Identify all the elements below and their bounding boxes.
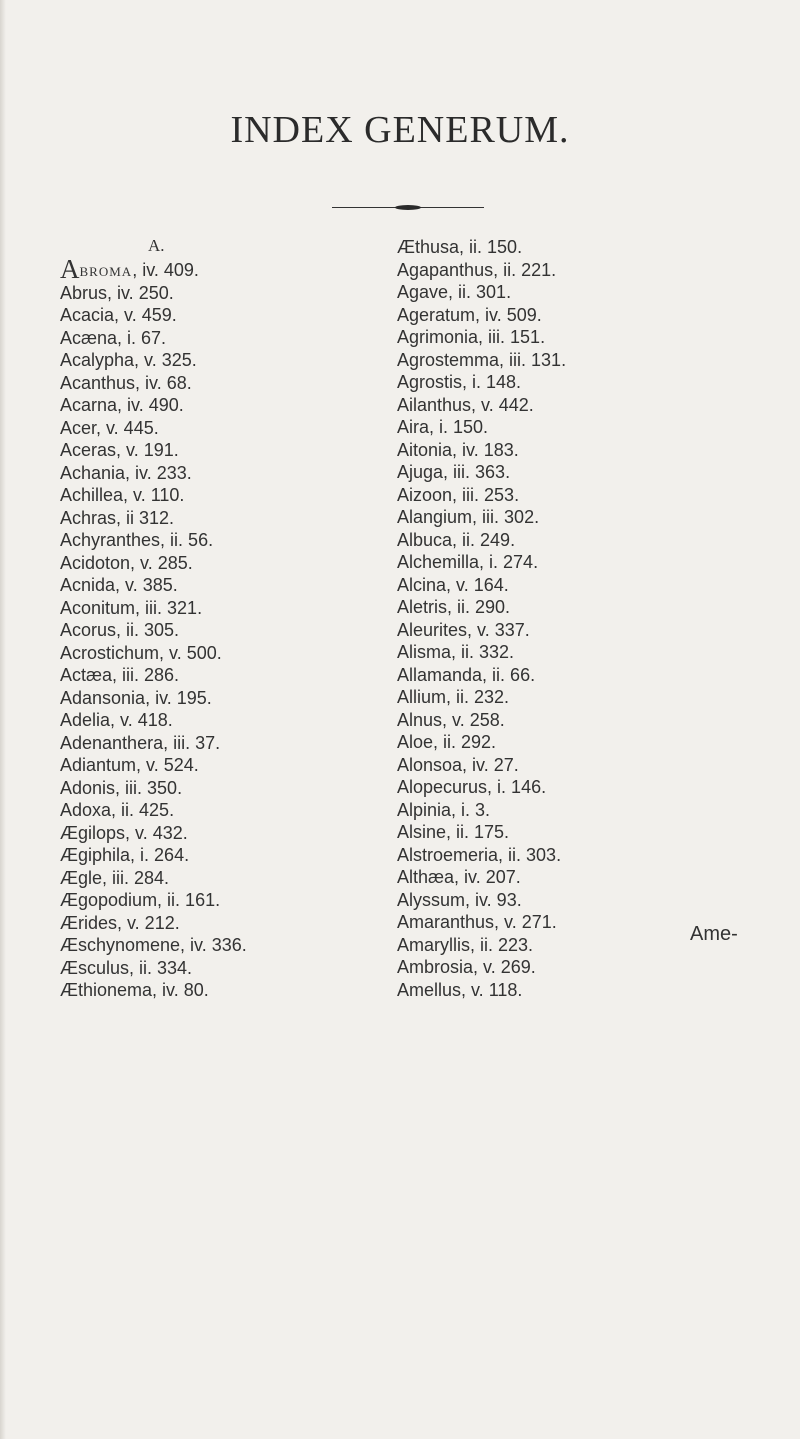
index-entry: Ægle, iii. 284.	[60, 867, 170, 888]
index-entry: Agrimonia, iii. 151.	[397, 327, 546, 347]
index-entry: Adansonia, iv. 195.	[60, 687, 212, 708]
index-entry: Acæna, i. 67.	[60, 327, 167, 348]
index-entry: Ægopodium, ii. 161.	[60, 890, 221, 910]
index-entry: Alopecurus, i. 146.	[397, 777, 547, 797]
index-entry: Agave, ii. 301.	[397, 282, 512, 302]
index-entry: Ambrosia, v. 269.	[397, 957, 536, 977]
index-entry: Æthusa, ii. 150.	[397, 237, 523, 257]
index-entry: Æthionema, iv. 80.	[60, 980, 209, 1000]
drop-initial: A	[60, 254, 80, 284]
index-entry: Acer, v. 445.	[60, 417, 159, 438]
index-entry: Actæa, iii. 286.	[60, 665, 180, 685]
index-entry: Aceras, v. 191.	[60, 440, 179, 460]
index-entry: Alchemilla, i. 274.	[397, 552, 539, 572]
page-title: INDEX GENERUM.	[230, 109, 570, 151]
index-entry: Aloe, ii. 292.	[397, 732, 497, 752]
index-entry: Acnida, v. 385.	[60, 575, 178, 595]
index-entry: Allamanda, ii. 66.	[397, 664, 536, 685]
index-entry: Adonis, iii. 350.	[60, 777, 183, 798]
index-entry: Ajuga, iii. 363.	[397, 462, 511, 482]
index-entry: Achillea, v. 110.	[60, 485, 185, 505]
index-entry: Acidoton, v. 285.	[60, 552, 193, 573]
index-entry: Acorus, ii. 305.	[60, 620, 180, 640]
index-entry: Aira, i. 150.	[397, 417, 489, 437]
index-entry: Acarna, iv. 490.	[60, 395, 184, 415]
index-entry: Alcina, v. 164.	[397, 574, 509, 595]
index-column-left	[60, 254, 247, 1002]
index-entry: Aletris, ii. 290.	[397, 597, 511, 617]
index-entry: Agapanthus, ii. 221.	[397, 259, 557, 280]
index-entry: Æschynomene, iv. 336.	[60, 935, 247, 955]
index-entry: Aizoon, iii. 253.	[397, 484, 520, 505]
index-entry: Alnus, v. 258.	[397, 709, 505, 730]
index-entry: Aleurites, v. 337.	[397, 619, 530, 640]
index-entry: Acacia, v. 459.	[60, 305, 177, 325]
index-entry: Abrus, iv. 250.	[60, 282, 174, 303]
catchword: Ame-	[690, 923, 738, 945]
index-entry: Ærides, v. 212.	[60, 912, 180, 933]
page-edge	[0, 0, 6, 1439]
index-entry: Althæa, iv. 207.	[397, 867, 521, 887]
index-entry: Achras, ii 312.	[60, 507, 175, 528]
index-entry: Aconitum, iii. 321.	[60, 597, 203, 618]
index-entry: Amaranthus, v. 271.	[397, 912, 557, 932]
index-entry: Amaryllis, ii. 223.	[397, 934, 534, 955]
index-entry: Ageratum, iv. 509.	[397, 304, 542, 325]
index-entry: Alpinia, i. 3.	[397, 799, 491, 820]
index-entry: Adelia, v. 418.	[60, 710, 173, 730]
index-entry: Alyssum, iv. 93.	[397, 889, 522, 910]
index-entry: Acrostichum, v. 500.	[60, 642, 222, 663]
first-entry-ref: , iv. 409.	[132, 260, 199, 280]
index-entry: Aitonia, iv. 183.	[397, 439, 519, 460]
index-entry: Amellus, v. 118.	[397, 979, 523, 1000]
index-entry: Alstroemeria, ii. 303.	[397, 844, 562, 865]
title-ornament-rule	[332, 207, 484, 208]
index-entry: Albuca, ii. 249.	[397, 529, 516, 550]
index-entry: Ailanthus, v. 442.	[397, 394, 534, 415]
index-entry-first	[60, 254, 247, 284]
index-entry: Alisma, ii. 332.	[397, 642, 515, 662]
index-entry: Adiantum, v. 524.	[60, 755, 199, 775]
index-entry: Ægilops, v. 432.	[60, 822, 188, 843]
index-entry: Alsine, ii. 175.	[397, 822, 510, 842]
index-entry: Achyranthes, ii. 56.	[60, 530, 214, 550]
first-entry-name-rest: broma	[79, 260, 133, 280]
index-entry: Adoxa, ii. 425.	[60, 800, 175, 820]
index-entry: Ægiphila, i. 264.	[60, 845, 190, 865]
index-entry: Agrostemma, iii. 131.	[397, 349, 567, 370]
index-entry: Acalypha, v. 325.	[60, 350, 197, 370]
index-entry: Alonsoa, iv. 27.	[397, 754, 519, 775]
index-entry: Allium, ii. 232.	[397, 687, 510, 707]
index-entry: Achania, iv. 233.	[60, 462, 192, 483]
index-entry: Adenanthera, iii. 37.	[60, 732, 221, 753]
index-column-right	[397, 236, 566, 1001]
index-entry: Agrostis, i. 148.	[397, 372, 522, 392]
section-letter-heading: A.	[148, 236, 165, 255]
index-entry: Alangium, iii. 302.	[397, 507, 540, 527]
index-entry: Acanthus, iv. 68.	[60, 372, 192, 393]
index-entry: Æsculus, ii. 334.	[60, 957, 193, 978]
